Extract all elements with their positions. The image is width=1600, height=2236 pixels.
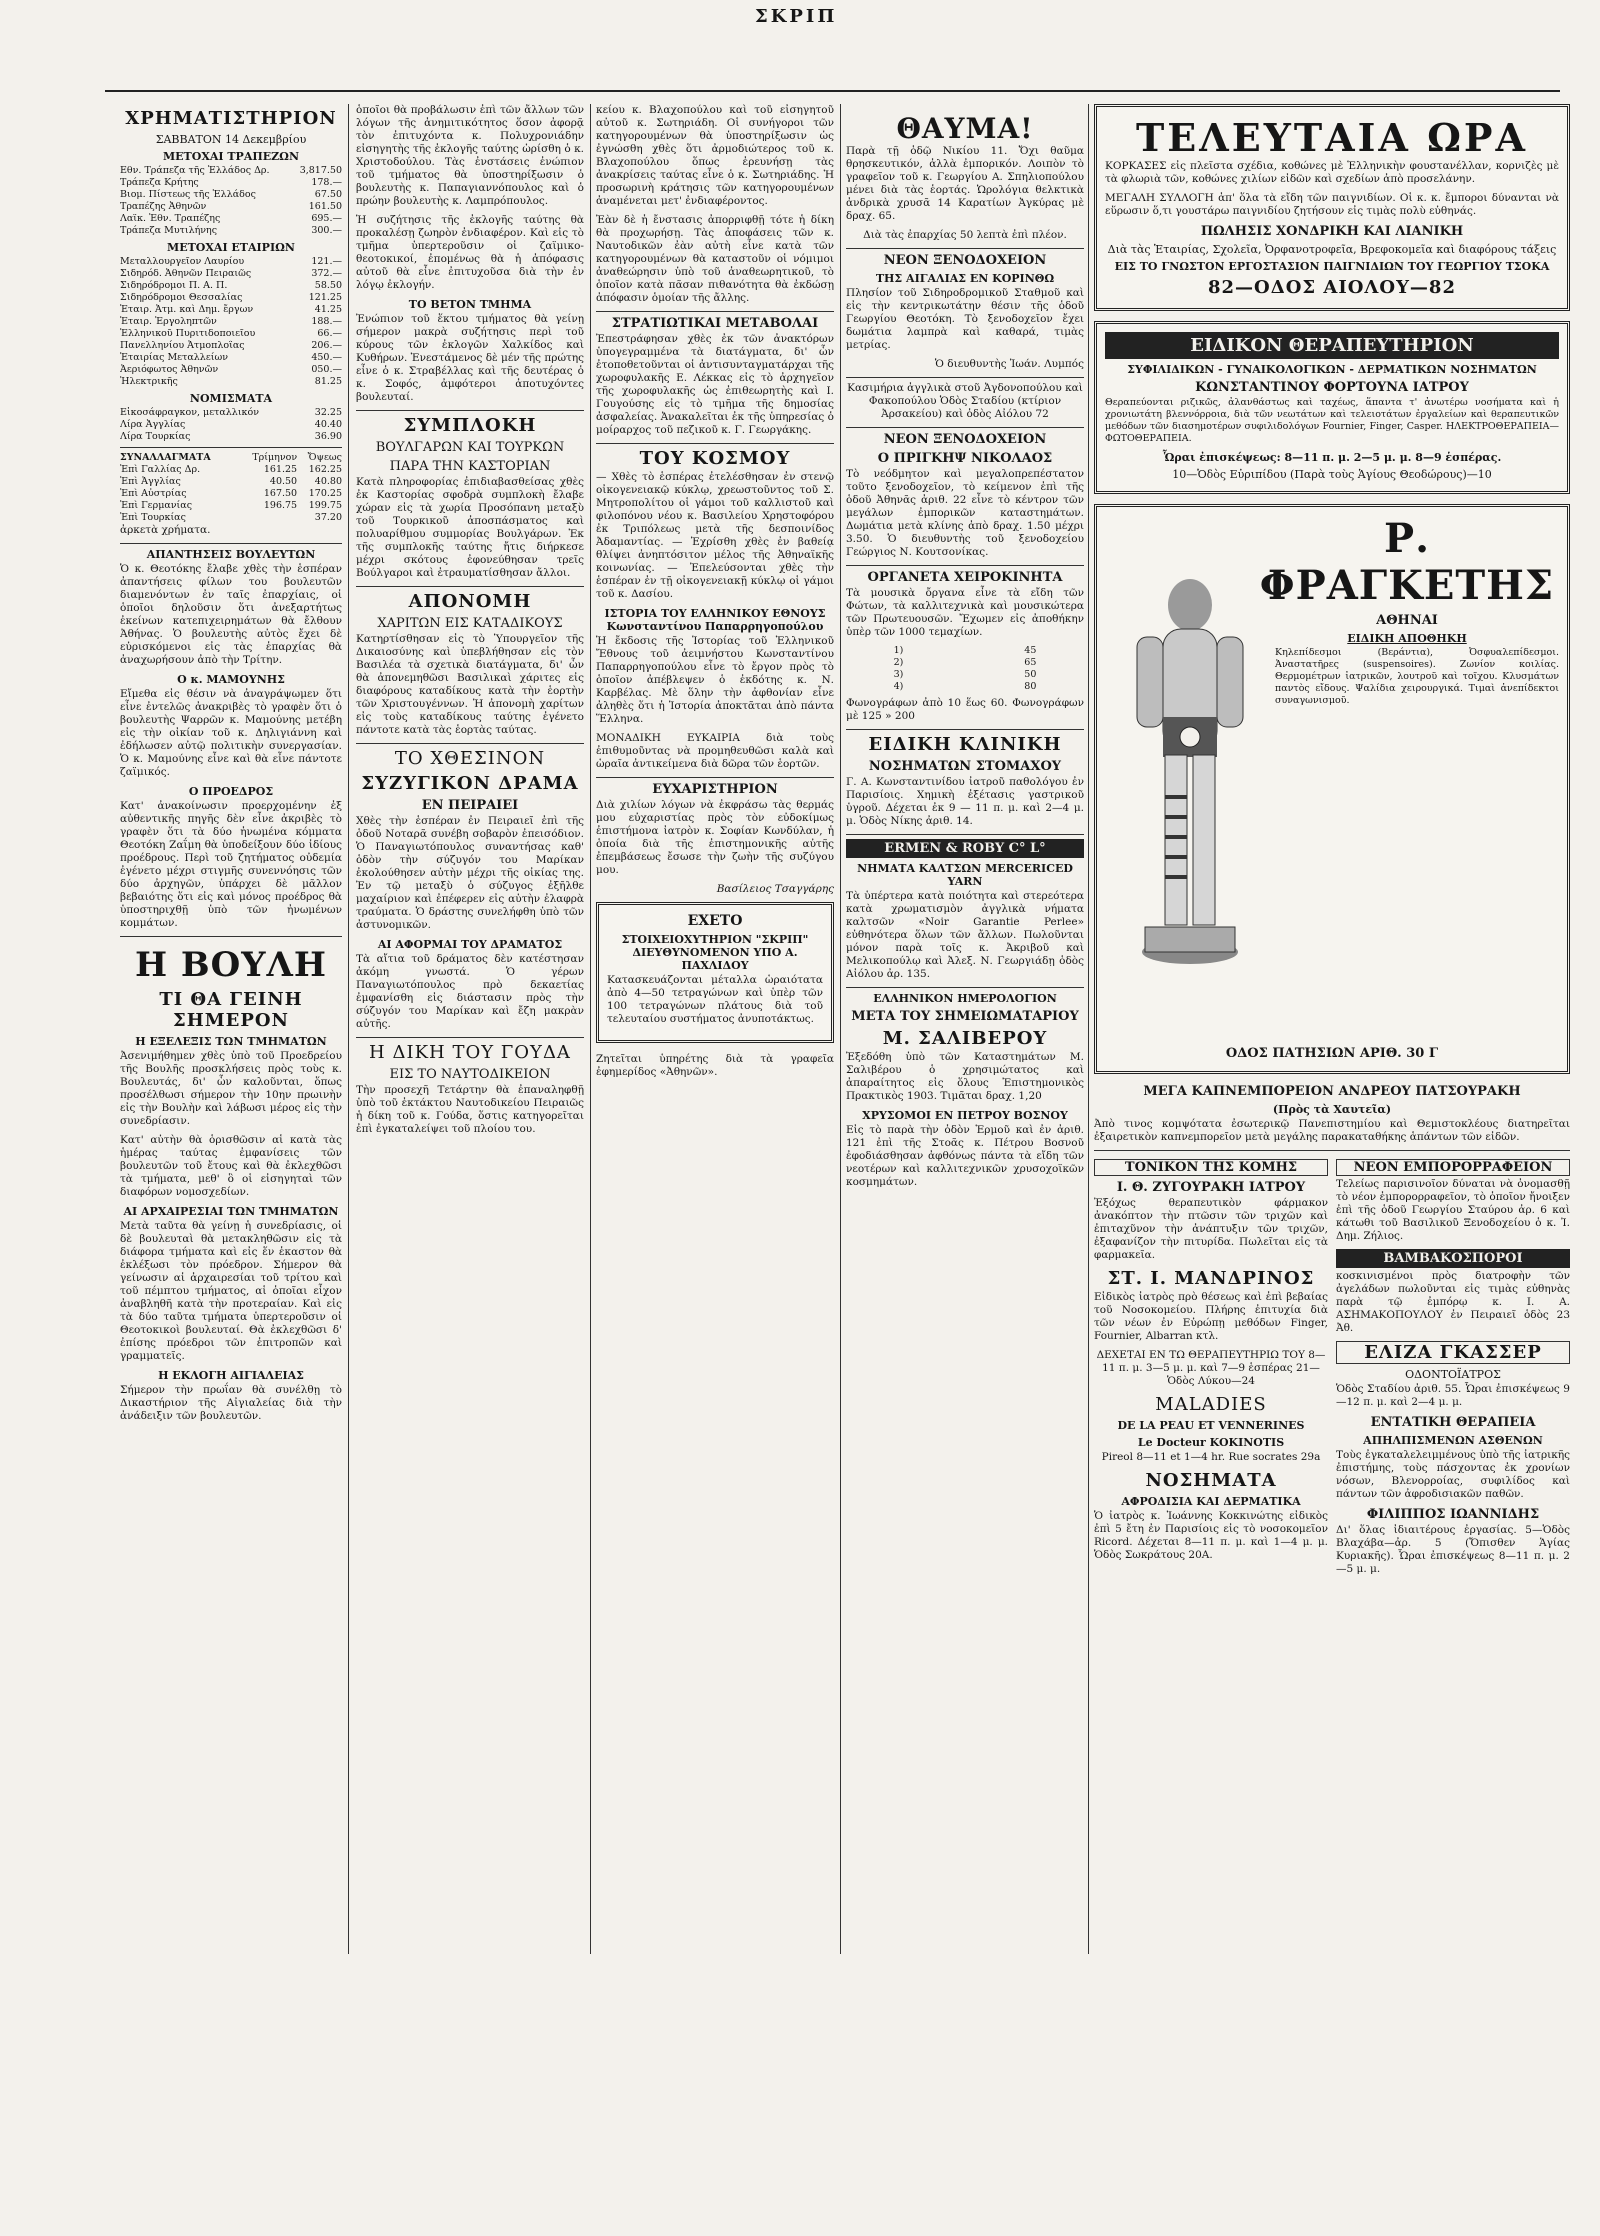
table-row: 4) 80 [893,681,1037,692]
divider [596,311,834,312]
table-row: Ἐπὶ Τουρκίας 37.20 [120,512,342,523]
headline: ΣΤ. Ι. ΜΑΝΔΡΙΝΟΣ [1107,1268,1315,1289]
headline: MALADIES [1155,1394,1267,1415]
ad-subtitle: ΕΙΔΙΚΗ ΑΠΟΘΗΚΗ [1347,632,1467,645]
headline: Η ΕΚΛΟΓΗ ΑΙΓΙΑΛΕΙΑΣ [158,1369,304,1382]
date-line: ΣΑΒΒΑΤΟΝ 14 Δεκεμβρίου [155,133,307,146]
article-text: Κατὰ πληροφορίας ἐπιδιαβασθείσας χθὲς ἐκ Καστορίας σφοδρὰ συμπλοκὴ ἔλαβε χώραν εἰς τὰ χωρία Προσόπανη μεταξὺ τοῦ Τουρκικοῦ ἀποσπάσματος καὶ πολυαρίθμου συμμορίας Βουλγάρων. Ἐκ τῆς συμπλοκῆς ταύτης ἤτις διήρκεσε μέχρι σκότους ἐφονεύθησαν τρεῖς Βούλγαροι καὶ ἐτραυματίσθησαν ἄλλοι. [356,476,584,579]
article-text: Τὸ νεόδμητον καὶ μεγαλοπρεπέστατον τοῦτο ξενοδοχεῖον, τὸ κείμενον ἐπὶ τῆς ὁδοῦ Ἀθηνᾶς ἀριθ. 22 εἶνε τὸ κέντρον τῶν μεγάλων ἐμπορικῶν καταστημάτων. Δωμάτια μετὰ κλίνης ἀπὸ δραχ. 1.50 μέχρι 3.50. Ὁ διευθυντὴς τοῦ ξενοδοχείου Γεώργιος Ν. Κουτσονίκας. [846,468,1084,558]
table-row: Ἠλεκτρικῆς 81.25 [120,376,342,387]
table-row: Τράπεζα Μυτιλήνης 300.— [120,225,342,236]
headline-thavma: ΘΑΥΜΑ! [896,112,1034,145]
headline: ΝΕΟΝ ΞΕΝΟΔΟΧΕΙΟΝ [883,432,1047,447]
article-text: Διὰ χιλίων λόγων νὰ ἐκφράσω τὰς θερμάς μου εὐχαριστίας πρὸς τὸν εὐδοκίμως ἐπιστήμονα ἰατρὸν κ. Σοφίαν Κωνδύλαν, ἡ ὁποία διὰ τῆς ἐπιστημονικῆς αὐτῆς ἐπεμβάσεως ἔσωσε τὴν ζωὴν τῆς συζύγου μου. [596,799,834,876]
table-row: Λαϊκ. Ἐθν. Τραπέζης 695.— [120,213,342,224]
clinic-ad [1094,321,1570,494]
article-text: Ὁδὸς Σταδίου ἀριθ. 55. Ὧραι ἐπισκέψεως 9—12 π. μ. καὶ 2—4 μ. μ. [1336,1383,1570,1408]
ad-text: ΚΟΡΚΑΣΕΣ εἰς πλεῖστα σχέδια, κοθώνες μὲ Ἑλληνικὴν φουστανέλλαν, κορνιζὲς μὲ τὰ φλωριὰ τῶν, κοθώνες χιλίων εἰδῶν καὶ σχεδίων ἀπὸ προσελάνην. [1105,160,1559,185]
frangetis-ad [1094,504,1570,1074]
article-text: Τελείως παρισινοῖον δύναται νὰ ὀνομασθῇ τὸ νέον ἐμπορορραφεῖον, τὸ ὁποῖον ἤνοιξεν ἐπὶ τῆς ὁδοῦ Γεωργίου Σταύρου ἀρ. 6 καὶ κάτωθι τοῦ Βασιλικοῦ Ξενοδοχείου ὁ κ. Ἰ. Δημ. Ζήλιος. [1336,1178,1570,1242]
headline: ΜΕΓΑ ΚΑΠΝΕΜΠΟΡΕΙΟΝ ΑΝΔΡΕΟΥ ΠΑΤΣΟΥΡΑΚΗ [1143,1084,1521,1099]
headline: ΝΕΟΝ ΞΕΝΟΔΟΧΕΙΟΝ [883,253,1047,268]
headline: ΒΑΜΒΑΚΟΣΠΟΡΟΙ [1336,1249,1570,1268]
article-text: Ἐὰν δὲ ἡ ἔνστασις ἀπορριφθῇ τότε ἡ δίκη θὰ προχωρήσῃ. Τὰς ἀποφάσεις τῶν κ. Ναυτοδικῶν ἐὰν αὐτὴ εἶνε κατὰ τῶν κατηγορουμένων θὰ καταστοῦν οἱ νόμιμοι ἀναθεώρησιν ὑπὸ τοῦ ἀναθεωρητικοῦ, τὸ ὁποῖον κατὰ πᾶσαν πιθανότητα θὰ ἐκδώσῃ ἀπόφασιν ὁμοίαν τῆς ἄλλης. [596,214,834,304]
toy-shop-ad [1094,104,1570,311]
subheadline: Η ΕΞΕΛΕΞΙΣ ΤΩΝ ΤΜΗΜΑΤΩΝ [135,1035,327,1048]
headline: ΤΟ ΒΕΤΟΝ ΤΜΗΜΑ [408,298,532,311]
article-text: Γ. Α. Κωνσταντινίδου ἰατροῦ παθολόγου ἐν Παρισίοις. Χημικὴ ἐξέτασις γαστρικοῦ ὑγροῦ. Δέχεται ἐκ 9 — 11 π. μ. καὶ 2—4 μ. μ. Ὁδὸς Νίκης ἀριθ. 14. [846,776,1084,827]
article-text: Ζητεῖται ὑπηρέτης διὰ τὰ γραφεῖα ἐφημερίδος «Ἀθηνῶν». [596,1053,834,1078]
ad-title: ΕΧΕΤΟ [687,913,743,929]
article-text: Ἐνώπιον τοῦ ἕκτου τμήματος θὰ γείνῃ σήμερον μακρὰ συζήτησις περὶ τοῦ κύρους τῶν ἐκλογῶν Χαλκίδος καὶ Κυθήρων. Ἐνεστάμενος δὲ μέν τῆς πρώτης εἶνε ὁ κ. Στραβέλλας καὶ τῆς δευτέρας ὁ κ. Σοφός, ἀμφότεροι ἀποτυχόντες βουλευταί. [356,313,584,403]
headline: ΤΟΝΙΚΟΝ ΤΗΣ ΚΟΜΗΣ [1094,1159,1328,1176]
ad-hours: Ὧραι ἐπισκέψεως: 8—11 π. μ. 2—5 μ. μ. 8—9 ἑσπέρας. [1162,451,1502,464]
masthead [105,0,1560,96]
column-divider [590,104,591,1954]
article-text: Πλησίον τοῦ Σιδηροδρομικοῦ Σταθμοῦ καὶ εἰς τὴν κεντρικωτάτην θέσιν τῆς ὁδοῦ Γεωργίου Θεοτόκη. Τὸ ξενοδοχεῖον ἔχει δωμάτια λαμπρὰ καὶ καθαρά, τιμὰς μετρίας. [846,287,1084,351]
article-text: Ἀπὸ τινος κομψότατα ἐσωτερικῷ Πανεπιστημίου καὶ Θεμιστοκλέους διατηρεῖται ἐξαιρετικὸν καπνεμπορεῖον μετὰ μεγάλης παρακαταθήκης ἁπάντων τῶν εἰδῶν. [1094,1118,1570,1143]
headline-vouli: Η ΒΟΥΛΗ [134,945,328,985]
table-row: Σιδηρόδ. Ἀθηνῶν Πειραιῶς 372.— [120,268,342,279]
column-5-ads [1094,104,1570,1582]
ad-text: Κηλεπίδεσμοι (Βεράντια), Ὀσφυαλεπίδεσμοι. Ἀναστατῆρες (suspensoires). Ζωνίον κοιλίας. Θερμομέτρων ἰατρικῶν, λουτροῦ καὶ τοῖχου. Κλυσμάτων παντὸς εἴδους. Ψαλίδια χειρουργικά. Τιμαὶ ἀνεπίδεκτοι συναγωνισμοῦ. [1275,647,1559,706]
bank-shares-table [120,165,342,237]
table-row: Ἐπὶ Ἀγγλίας 40.50 40.80 [120,476,342,487]
article-text: Τὰ μουσικὰ ὄργανα εἶνε τὰ εἴδη τῶν Φώτων, τὰ καλλιτεχνικὰ καὶ μουσικώτερα τῶν Πρωτευουσῶν. Ἔχωμεν εἰς ἀποθήκην ὑπὲρ τῶν 1000 τεμαχίων. [846,587,1084,638]
subheadline: (Πρὸς τὰ Χαυτεῖα) [1272,1103,1392,1116]
subheadline: Ο ΠΡΙΓΚΗΨ ΝΙΚΟΛΑΟΣ [877,451,1053,466]
table-row: 1) 45 [893,645,1037,656]
divider [120,543,342,544]
article-text: Κατ' αὐτὴν θὰ ὁρισθῶσιν αἱ κατὰ τὰς ἡμέρας ταύτας ἐμφανίσεις τῶν βουλευτῶν τοῦ ἔτους καὶ θὰ ἐκλεχθῶσι τὰ τμήματα, μεθ' ὃ οἱ εἰσηγηταὶ τῶν διαφόρων νομοσχεδίων. [120,1134,342,1198]
article-text: Ἐξόχως θεραπευτικὸν φάρμακον ἀνακόπτον τὴν πτῶσιν τῶν τριχῶν καὶ ἐπιταχῦνον τὴν ἀνάπτυξιν τῶν τριχῶν, ἐξαφανίζον τὴν πιτυρίδα. Πωλεῖται εἰς τὰ φαρμακεῖα. [1094,1197,1328,1261]
headline: Η ΔΙΚΗ ΤΟΥ ΓΟΥΔΑ [369,1042,571,1063]
ad-subtitle: ΣΤΟΙΧΕΙΟΧΥΤΗΡΙΟΝ "ΣΚΡΙΠ" ΔΙΕΥΘΥΝΟΜΕΝΟΝ ΥΠΟ Α. ΠΑΧΛΙΔΟΥ [621,933,809,972]
shares-banks-title: ΜΕΤΟΧΑΙ ΤΡΑΠΕΖΩΝ [162,150,299,163]
table-row: 3) 50 [893,669,1037,680]
divider [356,743,584,744]
article-text: Κατ' ἀνακοίνωσιν προερχομένην ἐξ αὐθεντικῆς πηγῆς δὲν εἶνε ἀκριβὲς τὸ γραφὲν ὅτι τὰ δύο ἠνωμένα κόμματα Θεοτόκη Ζαΐμη θὰ ὑποδείξουν δύο ἰδίους προέδρους. Περὶ τοῦ ζητήματος οὐδεμία ἐγένετο μέχρι στιγμῆς συνεννόησις τῶν δύο ἀρχηγῶν, ὑπάρχει δὲ μᾶλλον βεβαιότης ὅτι εἰς καὶ μόνος προέδρος θὰ ὑποστηριχθῇ ὑπὸ τῶν ἠνωμένων κομμάτων. [120,800,342,929]
table-row: Ἐπὶ Αὐστρίας 167.50 170.25 [120,488,342,499]
subheadline: ΤΗΣ ΑΙΓΑΛΙΑΣ ΕΝ ΚΟΡΙΝΘΩ [875,272,1055,285]
shares-cos-title: ΜΕΤΟΧΑΙ ΕΤΑΙΡΙΩΝ [167,241,295,254]
table-row: Εθν. Τράπεζα τῆς Ἑλλάδος Δρ. 3,817.50 [120,165,342,176]
table-row: 2) 65 [893,657,1037,668]
left-ads [1094,1155,1328,1582]
divider [846,987,1084,988]
table-row: Ἐπὶ Γαλλίας Δρ. 161.25 162.25 [120,464,342,475]
headline: ΦΙΛΙΠΠΟΣ ΙΩΑΝΝΙΔΗΣ [1366,1507,1540,1522]
headline: ΕΛΙΖΑ ΓΚΑΣΣΕΡ [1336,1341,1570,1364]
subheadline: ΜΕΤΑ ΤΟΥ ΣΗΜΕΙΩΜΑΤΑΡΙΟΥ [851,1009,1079,1024]
article-text: Χθὲς τὴν ἑσπέραν ἐν Πειραιεῖ ἐπὶ τῆς ὁδοῦ Νοταρᾶ συνέβη σοβαρὸν ἐπεισόδιον. Ὁ Παναγιωτόπουλος συναντήσας καθ' ὁδὸν τὴν σύζυγόν του Μαρίκαν ἐκολούθησεν αὐτὴν μέχρι τῆς οἰκίας της. Ἐν τῷ μεταξὺ ὁ σύζυγος ἐξῆλθε μαχαίριον καὶ ἐπέφερεν εἰς αὐτὴν ἐλαφρὰ τραύματα. Ὁ δράστης συνελήφθη ὑπὸ τῶν ἀστυνομικῶν. [356,815,584,931]
exchange-table [120,452,342,524]
article-text: Εἰδικὸς ἰατρὸς πρὸ θέσεως καὶ ἐπὶ βεβαίας τοῦ Νοσοκομείου. Πλήρης ἐπιτυχία διὰ τῶν νέων ἐν Εὐρώπῃ μεθόδων Finger, Fournier, Albarran κτλ. [1094,1291,1328,1342]
table-row: Ἀεριόφωτος Ἀθηνῶν 050.— [120,364,342,375]
article-text: ΔΕΧΕΤΑΙ ΕΝ ΤΩ ΘΕΡΑΠΕΥΤΗΡΙΩ ΤΟΥ 8—11 π. μ. 3—5 μ. μ. καὶ 7—9 ἑσπέρας 21—Ὁδὸς Λύκου—24 [1096,1349,1326,1387]
article-text: Ἐπεστράφησαν χθὲς ἐκ τῶν ἀνακτόρων ὑπογεγραμμένα τὰ διατάγματα, δι' ὧν ἐτοποθετοῦνται οἱ ἀντισυνταγματάρχαι τῆς χωροφυλακῆς Ε. Λέκκας εἰς τὸ ἀρχηγεῖον τῆς χωροφυλακῆς ὡς ἐπιθεωρητὴς καὶ Ι. Γουγούσης εἰς τὸ τμῆμα τῆς δημοσίας ἀσφαλείας. Ἀνακαλεῖται ἐκ τῆς ὑπηρεσίας ὁ μοίραρχος τοῦ πεζικοῦ κ. Γ. Γεωργάκης. [596,333,834,436]
headline: ΙΣΤΟΡΙΑ ΤΟΥ ΕΛΛΗΝΙΚΟΥ ΕΘΝΟΥΣ Κωνσταντίνου Παπαρρηγοπούλου [604,607,826,633]
article-text: Φωνογράφων ἀπὸ 10 ἕως 60. Φωνογράφων μὲ 125 » 200 [846,697,1084,722]
table-row: Βιομ. Πίστεως τῆς Ἑλλάδος 67.50 [120,189,342,200]
article-text: Κασιμήρια ἀγγλικὰ στοῦ Ἀγδονοπούλου καὶ Φακοπούλου Ὁδὸς Σταδίου (κτίριον Ἀρσακείου) καὶ ὁδὸς Αἰόλου 72 [847,382,1083,420]
table-row: Ἐπὶ Γερμανίας 196.75 199.75 [120,500,342,511]
divider [596,443,834,444]
ad-line: Διὰ τὰς Ἑταιρίας, Σχολεῖα, Ὀρφανοτροφεῖα, Βρεφοκομεῖα καὶ διαφόρους τάξεις [1107,243,1557,256]
column-3 [596,104,834,1085]
masthead-rule [105,90,1560,92]
table-row: Τράπεζα Κρήτης 178.— [120,177,342,188]
ad-title: Ρ. ΦΡΑΓΚΕΤΗΣ [1259,515,1555,609]
subheadline: ΟΔΟΝΤΟΪΑΤΡΟΣ [1405,1368,1501,1381]
table-row: Σιδηρόδρομοι Π. Α. Π. 58.50 [120,280,342,291]
headline: ΑΠΟΝΟΜΗ [408,591,532,612]
currency-table [120,407,342,443]
ad-title: ΕΙΔΙΚΟΝ ΘΕΡΑΠΕΥΤΗΡΙΟΝ [1105,332,1559,359]
headline: ERMEN & ROBY C° L° [846,839,1084,858]
article-text: Παρὰ τῇ ὁδῷ Νικίου 11. Ὄχι θαῦμα θρησκευτικόν, ἀλλὰ ἐμπορικόν. Λοιπὸν τὸ γραφεῖον τοῦ κ. Γεωργίου Α. Σπηλιοπούλου μένει διὰ τὰς ἑορτάς. Ὡρολόγια θελκτικὰ ἀνδρικὰ χρυσᾶ 14 Καρατίων Ἀγκύρας μὲ δραχ. 65. [846,145,1084,222]
ad-line: ΕΙΣ ΤΟ ΓΝΩΣΤΟΝ ΕΡΓΟΣΤΑΣΙΟΝ ΠΑΙΓΝΙΔΙΩΝ ΤΟΥ ΓΕΩΡΓΙΟΥ ΤΣΟΚΑ [1114,260,1550,273]
headline: ΤΟ ΧΘΕΣΙΝΟΝ [394,748,546,769]
subheadline: ΕΙΣ ΤΟ ΝΑΥΤΟΔΙΚΕΙΟΝ [389,1067,551,1082]
headline: Ο κ. ΜΑΜΟΥΝΗΣ [177,673,285,686]
article-text: — Χθὲς τὸ ἑσπέρας ἐτελέσθησαν ἐν στενῷ οἰκογενειακῷ κύκλῳ, χρεωστοῦντος τοῦ Σ. Μητροπολίτου οἱ γάμοι τοῦ καλλιστοῦ καὶ φιλοπόνου νέου κ. Βασιλείου Χρηστοφόρου ἐκ Τριπόλεως μετὰ τῆς δεσποινίδος Ἀδαμαντίας. — Ἐχρίσθη χθὲς ἐν βαθείᾳ θλίψει ἀνηπτόσιτον μέλος τῆς Ἀθηναϊκῆς κοινωνίας. — Ἐπελεύσονται χθὲς τὴν ἑσπέραν ἐν τῇ οἰκογενειακῇ κύκλῳ οἱ γάμοι τοῦ κ. Δασίου. [596,471,834,600]
article-text: Pireol 8—11 et 1—4 hr. Rue socrates 29a [1101,1451,1321,1463]
table-row: Ἑταιρ. Ἐργοληπτῶν 188.— [120,316,342,327]
subheadline: Ι. Θ. ΖΥΓΟΥΡΑΚΗ ΙΑΤΡΟΥ [1116,1180,1306,1195]
two-column-ads [1094,1155,1570,1582]
ad-subtitle: ΣΥΦΙΛΙΔΙΚΩΝ - ΓΥΝΑΙΚΟΛΟΓΙΚΩΝ - ΔΕΡΜΑΤΙΚΩΝ ΝΟΣΗΜΑΤΩΝ [1127,363,1537,376]
article-text: Ὁ ἰατρὸς κ. Ἰωάννης Κοκκινώτης εἰδικὸς ἐπὶ 5 ἔτη ἐν Παρισίοις εἰς τὸ νοσοκομεῖον Ricord. Δέχεται 8—11 π. μ. καὶ 1—4 μ. μ. Ὁδὸς Σωκράτους 20Α. [1094,1510,1328,1561]
signature: Βασίλειος Τσαγγάρης [716,883,834,895]
article-text: κείου κ. Βλαχοπούλου καὶ τοῦ εἰσηγητοῦ αὐτοῦ κ. Σωτηριάδη. Οἱ συνήγοροι τῶν κατηγορουμένων θὰ ὑποστηρίξωσιν ὡς ἐγνώσθη χθὲς ὅτι ἀρμοδιώτερος τοῦ κ. Βλαχοπούλου ὅπως ἐρευνήσῃ τὰς ἀνακρίσεις ταύτας εἶνε ὁ κ. Σωτηριάδης. Ἡ προσωρινὴ κράτησις τῶν κατηγορουμένων ἀναμένεται μετ' ἐνδιαφέροντος. [596,104,834,207]
market-title: ΧΡΗΜΑΤΙΣΤΗΡΙΟΝ [125,108,337,129]
table-row: Ἑταιρίας Μεταλλείων 450.— [120,352,342,363]
subheadline: ΤΙ ΘΑ ΓΕΙΝΗ ΣΗΜΕΡΟΝ [159,989,303,1031]
table-row: Ἑταιρ. Ἀτμ. καὶ Δημ. ἔργων 41.25 [120,304,342,315]
headline: ΧΡΥΣΟΜΟΙ ΕΝ ΠΕΤΡΟΥ ΒΟΣΝΟΥ [862,1109,1068,1122]
headline: ΑΙ ΑΡΧΑΙΡΕΣΙΑΙ ΤΩΝ ΤΜΗΜΑΤΩΝ [123,1205,339,1218]
table-row: Τραπέζης Ἀθηνῶν 161.50 [120,201,342,212]
subheadline: ΑΦΡΟΔΙΣΙΑ ΚΑΙ ΔΕΡΜΑΤΙΚΑ [1121,1495,1301,1508]
divider [846,377,1084,378]
ad-text: ΜΕΓΑΛΗ ΣΥΛΛΟΓΗ ἀπ' ὅλα τὰ εἴδη τῶν παιγνιδίων. Οἱ κ. κ. ἔμποροι δύνανται νὰ εὕρωσιν ὅ,τι γουστάρω παιγνιδίου ζητήσουν εἰς τιμὰς πολὺ εὐθηνάς. [1105,192,1559,217]
page-title: ΣΚΡΙΠ [755,6,838,27]
market-note: ἀρκετὰ χρήματα. [120,524,211,536]
table-header: ΣΥΝΑΛΛΑΓΜΑΤΑ Τρίμηνον Ὄψεως [120,452,342,463]
headline: ΕΙΔΙΚΗ ΚΛΙΝΙΚΗ [868,734,1062,755]
article-text: Ἡ συζήτησις τῆς ἐκλογῆς ταύτης θὰ προκαλέσῃ ζωηρὸν ἐνδιαφέρον. Καὶ εἰς τὸ τμῆμα ὑπερτεροῦσιν οἱ ζαϊμικο-θεοτοκικοί, ἐπομένως θὰ ἡ ἀπόφασις αὐτοῦ θὰ εἶνε ἐπιτυχοῦσα διὰ τὴν ἐν λόγῳ ἐκλογήν. [356,214,584,291]
subheadline: ΧΑΡΙΤΩΝ ΕΙΣ ΚΑΤΑΔΙΚΟΥΣ [377,616,563,631]
subheadline: ΝΗΜΑΤΑ ΚΑΛΤΣΩΝ MERCERICED YARN [857,862,1073,888]
article-text: Κατηρτίσθησαν εἰς τὸ Ὑπουργεῖον τῆς Δικαιοσύνης καὶ ὑπεβλήθησαν εἰς τὸν Βασιλέα τὰ σχετικὰ διατάγματα, δι' ὧν θὰ ἀπονεμηθῶσι Βασιλικαὶ χάριτες εἰς διαφόρους καταδίκους κατὰ τὴν ἑορτὴν τῶν Χριστουγέννων. Ἡ ἀπονομὴ χαρίτων εἰς τοὺς καταδίκους ταύτης ἐγένετο πάντοτε κατὰ τὰς ἑορτὰς ταύτας. [356,633,584,736]
divider [846,427,1084,428]
headline: ΣΥΜΠΛΟΚΗ [403,415,537,436]
subheadline: DE LA PEAU ET VENNERINES [1117,1419,1305,1432]
divider [846,834,1084,835]
price-table [894,645,1037,693]
headline: ΝΟΣΗΜΑΤΑ [1145,1470,1277,1491]
table-row: Εἰκοσάφραγκον, μεταλλικόν 32.25 [120,407,342,418]
column-divider [348,104,349,1954]
ad-address: 82—ΟΔΟΣ ΑΙΟΛΟΥ—82 [1208,277,1456,298]
right-ads [1336,1155,1570,1582]
subheadline: Le Docteur KOKINOTIS [1137,1436,1285,1449]
article-text: ὁποῖοι θὰ προβάλωσιν ἐπὶ τῶν ἄλλων τῶν λόγων τῆς ἀνημιτικότητος ὅσον ἀφορᾷ τὸν ἐπιτυχόντα κ. Πολυχρονιάδην εἰσηγητὴς τῆς ἐκλογῆς ταύτης ὡρίσθη ὁ κ. Χριστοδούλου. Τὰς ἐνστάσεις ἐνώπιον τοῦ τμήματος θὰ ὑποστηρίξωσιν ὁ βουλευτὴς κ. Παπαγιαννόπουλος καὶ ὁ πρώην βουλευτὴς κ. Λαμπρόπουλος. [356,104,584,207]
company-shares-table [120,256,342,388]
column-1 [120,104,342,1429]
ad-text: Θεραπεύονται ριζικῶς, ἀλανθάστως καὶ ταχέως, ἅπαντα τ' ἀνωτέρω νοσήματα καὶ ἡ χρονιωτάτη βλεννόρροια, διὰ τῶν νεωτάτων καὶ τελειοτάτων ἐργαλείων καὶ θεραπευτικῶν μεθόδων τῶν διασημοτέρων συφιλιδολόγων Fournier, Finger, Casper. ΗΛΕΚΤΡΟΘΕΡΑΠΕΙΑ—ΦΩΤΟΘΕΡΑΠΕΙΑ. [1105,397,1559,444]
headline: ΑΙ ΑΦΟΡΜΑΙ ΤΟΥ ΔΡΑΜΑΤΟΣ [377,938,563,951]
divider [356,410,584,411]
article-text: Εἴμεθα εἰς θέσιν νὰ ἀναγράψωμεν ὅτι εἶνε ἐντελῶς ἀνακριβὲς τὸ γραφὲν ὅτι ὁ βουλευτὴς Ψαρρῶν κ. Μαμούνης μετέβη εἰς τὴν οἰκίαν τοῦ κ. Δηλιγιάννη καὶ ἐδήλωσεν αὐτῷ πολιτικὴν συνεργασίαν. Ὁ κ. Μαμούνης εἶνε καὶ θὰ εἶνε πάντοτε ζαϊμικός. [120,688,342,778]
table-row: Λίρα Τουρκίας 36.90 [120,431,342,442]
signature: Ὁ διευθυντὴς Ἰωάν. Λυμπός [934,358,1084,370]
headline: ΤΟΥ ΚΟΣΜΟΥ [639,448,791,469]
divider [120,447,342,448]
column-4 [846,104,1084,1195]
ad-subtitle: ΑΘΗΝΑΙ [1376,613,1438,628]
subheadline: ΕΝ ΠΕΙΡΑΙΕΙ [421,798,519,813]
table-row: Σιδηρόδρομοι Θεσσαλίας 121.25 [120,292,342,303]
divider [846,729,1084,730]
column-2 [356,104,584,1142]
column-divider [1088,104,1089,1954]
headline: ΣΤΡΑΤΙΩΤΙΚΑΙ ΜΕΤΑΒΟΛΑΙ [611,316,819,331]
headline: ΑΠΑΝΤΗΣΕΙΣ ΒΟΥΛΕΥΤΩΝ [146,548,316,561]
article-text: Δι' ὅλας ἰδιαιτέρους ἐργασίας. 5—Ὁδὸς Βλαχάβα—ἀρ. 5 (Ὄπισθεν Ἁγίας Κυριακῆς). Ὧραι ἐπισκέψεως 8—11 π. μ. 2—5 μ. μ. [1336,1524,1570,1575]
foundry-ad [596,902,834,1043]
subheadline: ΑΠΗΛΠΙΣΜΕΝΩΝ ΑΣΘΕΝΩΝ [1363,1434,1543,1447]
headline: ΕΥΧΑΡΙΣΤΗΡΙΟΝ [652,782,778,797]
ad-doctor-name: ΚΩΝΣΤΑΝΤΙΝΟΥ ΦΟΡΤΟΥΝΑ ΙΑΤΡΟΥ [1195,380,1469,395]
headline: ΝΕΟΝ ΕΜΠΟΡΟΡΡΑΦΕΙΟΝ [1336,1159,1570,1176]
article-text: Εἰς τὸ παρὰ τὴν ὁδὸν Ἑρμοῦ καὶ ἐν ἀριθ. 121 ἐπὶ τῆς Στοᾶς κ. Πέτρου Βοσνοῦ ἐφοδιάσθησαν ἀφθόνως πάντα τὰ εἴδη τῶν νεοτέρων καὶ καλλιτεχνικῶν χρυσοχοϊκῶν κοσμημάτων. [846,1124,1084,1188]
column-divider [840,104,841,1954]
article-text: Τοὺς ἐγκαταλελειμμένους ὑπὸ τῆς ἰατρικῆς ἐπιστήμης, τοὺς πάσχοντας ἐκ χρονίων νόσων, Βλενορροίας, συφιλίδος καὶ πάντων τῶν ἀφροδισιακῶν παθῶν. [1336,1449,1570,1500]
article-text: Ὁ κ. Θεοτόκης ἔλαβε χθὲς τὴν ἑσπέραν ἀπαντήσεις φίλων του βουλευτῶν διαμενόντων ἐν ταῖς ἐπαρχίαις, οἱ ὁποῖοι δηλοῦσιν ὅτι ἀνεξαρτήτως ἐκείνων κατεπιχειρημάτων θὰ ἔλθουν Ἀθήνας. Ὁ βουλευτὴς αὐτὸς ἔχει δὲ εὐρισκόμενοι εἰς τὰς ἑπαρχίας θὰ ἀναχωρήσουν ἀπὸ τὴν Τρίτην. [120,563,342,666]
article-text: Μετὰ ταῦτα θὰ γείνῃ ἡ συνεδρίασις, οἱ δὲ βουλευταὶ θὰ μετακληθῶσιν εἰς τὰ διάφορα τμήματα καὶ εἰς ἕν ἑκαστον θὰ ἐκλέξωσι τὸν πρόεδρον. Σήμερον θὰ γείνωσιν αἱ ἀρχαιρεσίαι τοῦ τρίτου καὶ τοῦ πέμπτου τμήματος, αἱ ὁποῖαι εἶχον ἀναβληθῆ κατὰ τὴν προτεραίαν. Καὶ εἰς τὰ δύο ταῦτα τμήματα ὑπερτεροῦσιν οἱ Θεοτοκικοὶ βουλευταί. Θὰ ἐκλεχθῶσι δ' ἐπίσης πρόεδροι τῶν ἐπιτροπῶν καὶ γραμματεῖς. [120,1220,342,1362]
divider [596,777,834,778]
headline: ΕΛΛΗΝΙΚΟΝ ΗΜΕΡΟΛΟΓΙΟΝ [873,992,1057,1005]
subheadline: ΠΑΡΑ ΤΗΝ ΚΑΣΤΟΡΙΑΝ [389,459,551,474]
article-text: κοσκινισμένοι πρὸς διατροφὴν τῶν ἀγελάδων πωλοῦνται εἰς τιμὰς εὐθηνὰς παρὰ τῷ ἐμπόρῳ κ. Ι. Α. ΑΣΗΜΑΚΟΠΟΥΛΟΥ ἐν Πειραιεῖ ὁδὸς 23 Ἀθ. [1336,1270,1570,1334]
ad-title: ΤΕΛΕΥΤΑΙΑ ΩΡΑ [1136,115,1528,160]
table-row: Ἑλληνικοῦ Πυριτιδοποιεῖου 66.— [120,328,342,339]
article-text: Ἀσενιμήθημεν χθὲς ὑπὸ τοῦ Προεδρείου τῆς Βουλῆς προσκλήσεις πρὸς τοὺς κ. Βουλευτάς, δι' ὧν καλοῦνται, ὅπως προσέλθωσι σήμερον τὴν 10ην πρωινὴν εἰς τὴν Βουλὴν καὶ λάβωσι μέρος εἰς τὴν συνεδρίασιν. [120,1050,342,1127]
ad-address: ΟΔΟΣ ΠΑΤΗΣΙΩΝ ΑΡΙΘ. 30 Γ [1225,1046,1439,1061]
subheadline: ΝΟΣΗΜΑΤΩΝ ΣΤΟΜΑΧΟΥ [868,759,1062,774]
table-row: Πανελληνίου Ἀτμοπλοΐας 206.— [120,340,342,351]
divider [356,1037,584,1038]
divider [846,248,1084,249]
bonds-title: ΝΟΜΙΣΜΑΤΑ [189,392,273,405]
subheadline: ΒΟΥΛΓΑΡΩΝ ΚΑΙ ΤΟΥΡΚΩΝ [375,440,565,455]
article-text: ΜΟΝΑΔΙΚΗ ΕΥΚΑΙΡΙΑ διὰ τοὺς ἐπιθυμοῦντας νὰ προμηθευθῶσι καλὰ καὶ ὡραῖα ἀντικείμενα διὰ δῶρα τῶν ἑορτῶν. [596,732,834,770]
article-text: Τὰ ὑπέρτερα κατὰ ποιότητα καὶ στερεότερα κατὰ χρωματισμὸν ἀγγλικὰ νήματα καλτσῶν «Noir Garantie Perlee» εὐθηνότερα ὅλων τῶν ἄλλων. Πωλοῦνται μόνον παρὰ τοῖς κ. Ἀκριβοῦ καὶ Μελικοπούλῳ καὶ Ἀλεξ. Ν. Γεωργιάδῃ ὁδὸς Αἰόλου ἀρ. 135. [846,890,1084,980]
article-text: Τὴν προσεχῆ Τετάρτην θὰ ἐπαναληφθῇ ὑπὸ τοῦ ἐκτάκτου Ναυτοδικείου Πειραιῶς ἡ δίκη τοῦ κ. Γούδα, ὅστις κατηγορεῖται ἐπὶ ἐγκαταλείψει τοῦ πλοίου του. [356,1084,584,1135]
divider [846,565,1084,566]
ad-text: Κατασκευάζονται μέταλλα ὡραιότατα ἀπὸ 4—50 τετραγώνων καὶ ὑπὲρ τῶν 100 τετραγώνων πλάτους διὰ τοῦ τελευταίου συστήματος ἀνυποτάκτως. [607,974,823,1025]
article-text: Ἐξεδόθη ὑπὸ τῶν Καταστημάτων Μ. Σαλιβέρου ὁ χρησιμώτατος καὶ ἀπαραίτητος εἰς ὅλους Ἐπιστημονικὸς Πρακτικὸς 1903. Τιμᾶται δραχ. 1,20 [846,1051,1084,1102]
figure-illustration [1115,567,1265,987]
article-text: Σήμερον τὴν πρωΐαν θὰ συνέλθῃ τὸ Δικαστήριον τῆς Αἰγιαλείας διὰ τὴν ἀνάδειξιν τῶν βουλευτῶν. [120,1384,342,1422]
table-row: Λίρα Ἀγγλίας 40.40 [120,419,342,430]
ad-line: ΠΩΛΗΣΙΣ ΧΟΝΔΡΙΚΗ ΚΑΙ ΛΙΑΝΙΚΗ [1200,224,1464,239]
divider [1094,1150,1570,1151]
subheadline: ΣΥΖΥΓΙΚΟΝ ΔΡΑΜΑ [361,773,579,794]
headline: Ο ΠΡΟΕΔΡΟΣ [188,785,274,798]
article-text: Τὰ αἴτια τοῦ δράματος δὲν κατέστησαν ἀκόμη γνωστά. Ὁ γέρων Παναγιωτόπουλος πρὸ δεκαετίας ἐμφανίσθη εἰς διάστασιν πρὸς τὴν σύζυγόν του Μαρίκαν καὶ ἔζη μακρὰν αὐτῆς. [356,953,584,1030]
table-row: Μεταλλουργεῖον Λαυρίου 121.— [120,256,342,267]
headline: ΟΡΓΑΝΕΤΑ ΧΕΙΡΟΚΙΝΗΤΑ [867,570,1063,585]
article-text: Ἡ ἔκδοσις τῆς Ἱστορίας τοῦ Ἑλληνικοῦ Ἔθνους τοῦ ἀειμνήστου Κωνσταντίνου Παπαρρηγοπούλου εἶνε τὸ ἔργον πρὸς τὸ ὁποῖον ἀπέβλεψεν ὁ ἐκδότης κ. Ν. Καρβέλας. Μὲ ὅλην τὴν ἀφθονίαν εἶνε ἀληθὲς ὅτι ἡ Ἱστορία ἀποκτᾶται ἀπὸ πάντα Ἕλληνα. [596,635,834,725]
headline: ΕΝΤΑΤΙΚΗ ΘΕΡΑΠΕΙΑ [1370,1415,1536,1430]
ad-address: 10—Ὁδὸς Εὐριπίδου (Παρὰ τοὺς Ἁγίους Θεοδώρους)—10 [1172,468,1492,481]
subheadline: Μ. ΣΑΛΙΒΕΡΟΥ [882,1028,1048,1049]
divider [356,586,584,587]
article-text: Διὰ τὰς ἐπαρχίας 50 λεπτὰ ἐπὶ πλέον. [863,229,1067,241]
divider [120,936,342,937]
